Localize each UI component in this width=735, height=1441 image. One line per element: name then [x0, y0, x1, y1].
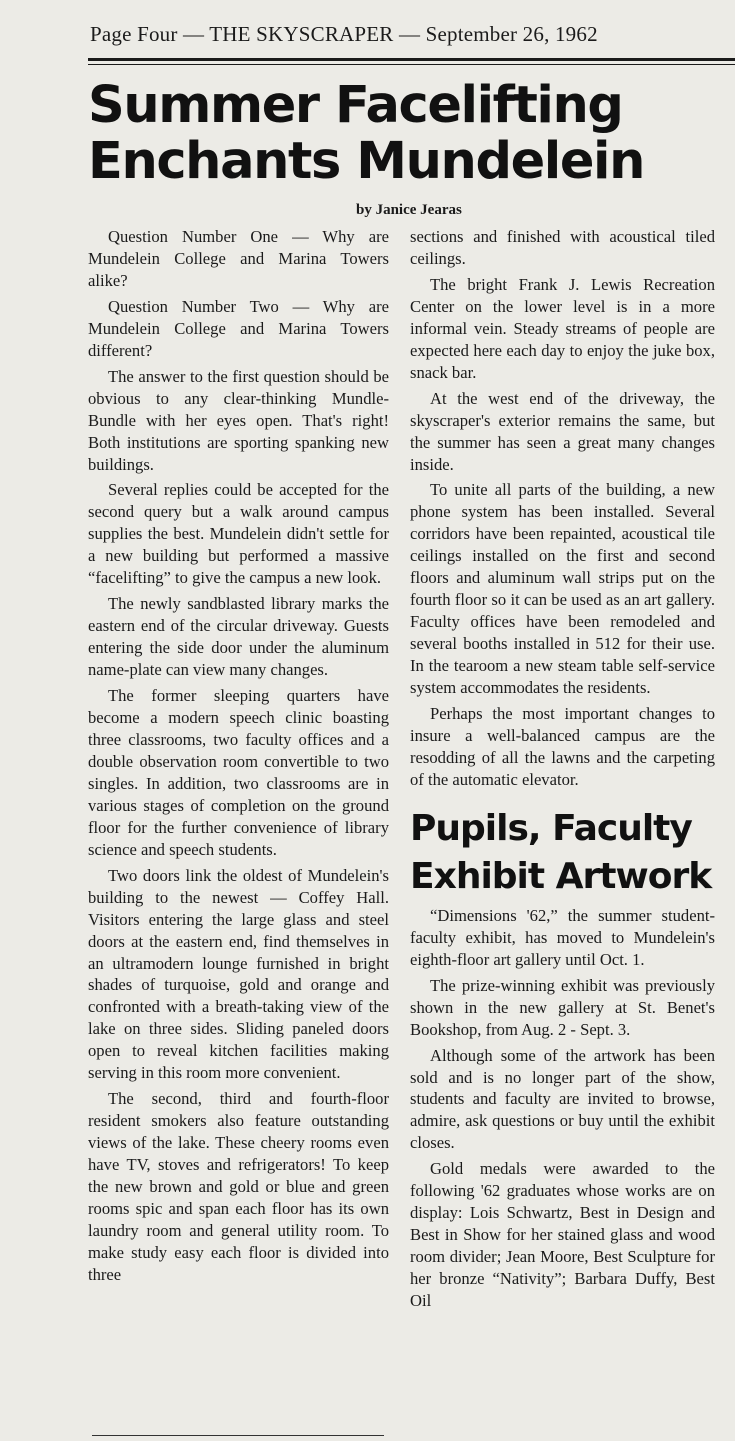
page-header: Page Four — THE SKYSCRAPER — September 26, 1962 — [90, 22, 598, 46]
subhead-line-1: Pupils, Faculty — [410, 807, 692, 849]
header-rule-thin — [88, 64, 735, 65]
article-paragraph: Question Number Two — Why are Mundelein College and Marina Towers different? — [88, 296, 389, 360]
headline-line-2: Enchants Mundelein — [88, 132, 645, 191]
article-paragraph: The prize-winning exhibit was previously shown in the new gallery at St. Benet's Bookshop, from Aug. 2 - Sept. 3. — [410, 975, 715, 1039]
second-article-headline — [410, 805, 715, 901]
byline: by Janice Jearas — [356, 202, 462, 218]
article-paragraph: To unite all parts of the building, a new phone system has been installed. Several corridors have been repainted, acoustical tile ceilings installed on the first and second floors and aluminum wall strips put on the fourth floor so it can be used as an art gallery. Faculty offices have been remodeled and several booths installed in 512 for their use. In the tearoom a new steam table self-service system accommodates the residents. — [410, 480, 715, 698]
article-paragraph: Although some of the artwork has been sold and is no longer part of the show, students and faculty are invited to browse, admire, ask questions or buy until the exhibit closes. — [410, 1045, 715, 1153]
article-paragraph-continued: sections and finished with acoustical tiled ceilings. — [410, 227, 715, 268]
article-paragraph: Question Number One — Why are Mundelein College and Marina Towers alike? — [88, 227, 389, 290]
article-headline — [88, 78, 728, 190]
subhead-line-2: Exhibit Artwork — [410, 855, 712, 897]
column-end-rule — [92, 1435, 384, 1436]
article-paragraph: Two doors link the oldest of Mundelein's building to the newest — Coffey Hall. Visitors entering the large glass and steel doors at the eastern end, find themselves in an ultramodern lounge furnished in bright shades of turquoise, gold and orange and confronted with a breath-taking view of the lake on three sides. Sliding paneled doors open to reveal kitchen facilities making serving in this room more convenient. — [88, 865, 389, 1083]
article-paragraph: Gold medals were awarded to the following '62 graduates whose works are on display: Lois Schwartz, Best in Design and Best in Show for her stained glass and wood room divider; Jean Moore, Best Sculpture for her bronze “Nativity”; Barbara Duffy, Best Oil — [410, 1159, 715, 1311]
article-paragraph: At the west end of the driveway, the skyscraper's exterior remains the same, but the summer has seen a great many changes inside. — [410, 388, 715, 474]
header-rule-thick — [88, 58, 735, 61]
article-paragraph: The bright Frank J. Lewis Recreation Center on the lower level is in a more informal vein. Steady streams of people are expected here each day to enjoy the juke box, snack bar. — [410, 274, 715, 382]
article-paragraph: The newly sandblasted library marks the eastern end of the circular driveway. Guests entering the side door under the aluminum name-plate can view many changes. — [88, 594, 389, 680]
article-paragraph: Several replies could be accepted for the second query but a walk around campus supplies the best. Mundelein didn't settle for a new building but performed a massive “facelifting” to give the campus a new look. — [88, 480, 389, 588]
article-paragraph: The answer to the first question should be obvious to any clear-thinking Mundle-Bundle with her eyes open. That's right! Both institutions are sporting spanking new buildings. — [88, 366, 389, 474]
article-column-2 — [410, 226, 715, 1316]
headline-line-1: Summer Facelifting — [88, 76, 623, 135]
article-column-1 — [88, 226, 389, 1290]
article-paragraph: Perhaps the most important changes to insure a well-balanced campus are the resodding of all the lawns and the carpeting of the automatic elevator. — [410, 704, 715, 789]
article-paragraph: “Dimensions '62,” the summer student-faculty exhibit, has moved to Mundelein's eighth-floor art gallery until Oct. 1. — [410, 905, 715, 969]
article-paragraph: The second, third and fourth-floor resident smokers also feature outstanding views of the lake. These cheery rooms even have TV, stoves and refrigerators! To keep the new brown and gold or blue and green rooms spic and span each floor has its own laundry room and general utility room. To make study easy each floor is divided into three — [88, 1089, 389, 1284]
article-paragraph: The former sleeping quarters have become a modern speech clinic boasting three classrooms, two faculty offices and a double observation room convertible to two singles. In addition, two classrooms are in various stages of completion on the ground floor for the further convenience of library science and speech students. — [88, 686, 389, 859]
